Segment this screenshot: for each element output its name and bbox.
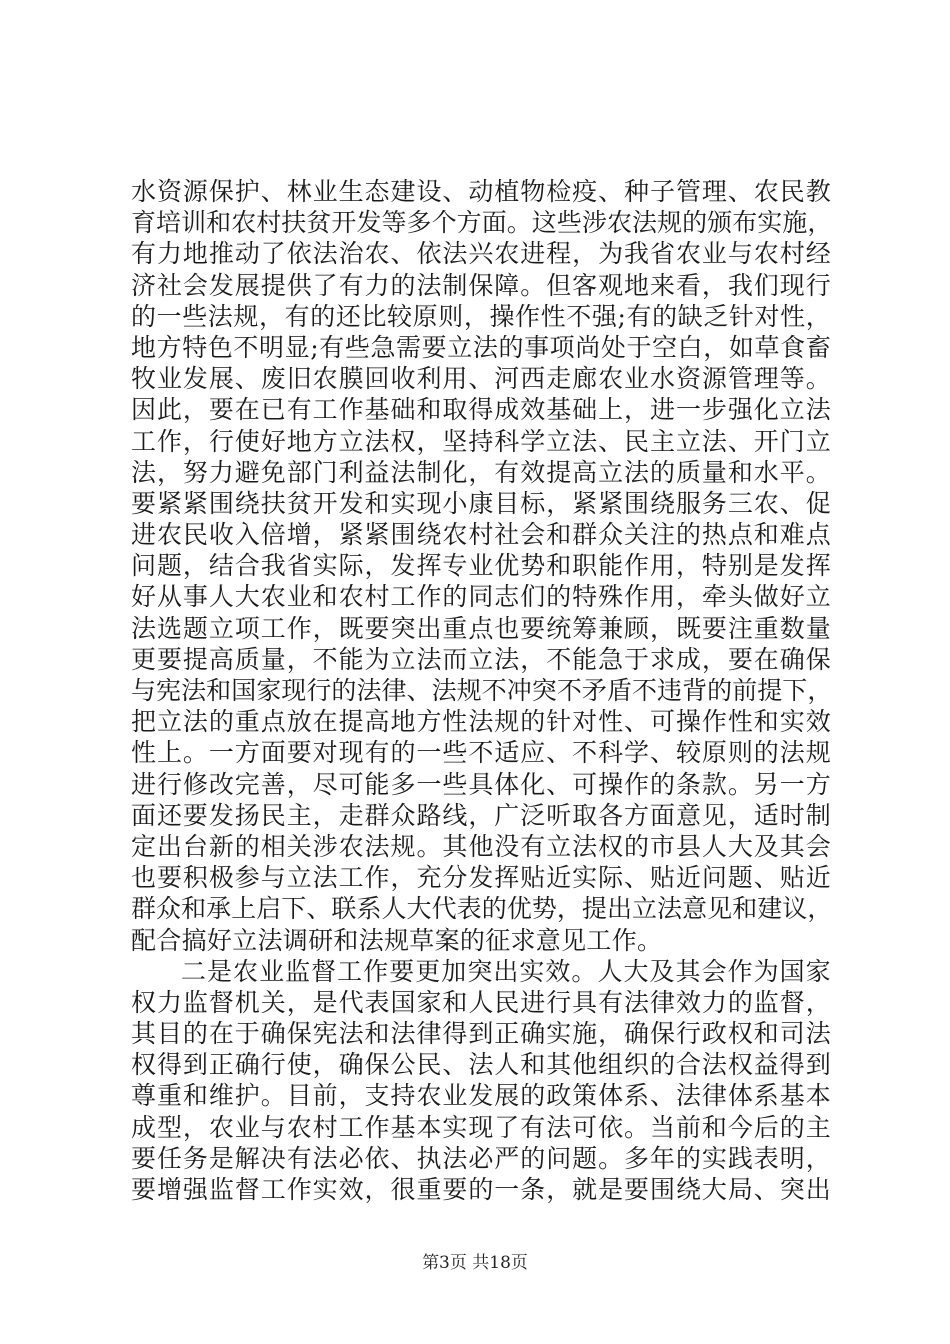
paragraph-2 — [131, 956, 831, 1206]
page-footer — [0, 1248, 950, 1273]
text-line: 群众和承上启下、联系人大代表的优势，提出立法意见和建议， — [131, 894, 833, 924]
text-line: 把立法的重点放在提高地方性法规的针对性、可操作性和实效 — [131, 707, 831, 737]
text-line: 二是农业监督工作要更加突出实效。人大及其会作为国家 — [181, 956, 831, 986]
text-line: 成型，农业与农村工作基本实现了有法可依。当前和今后的主 — [131, 1112, 831, 1142]
text-line: 性上。一方面要对现有的一些不适应、不科学、较原则的法规 — [131, 738, 831, 768]
text-line: 配合搞好立法调研和法规草案的征求意见工作。 — [131, 925, 663, 955]
text-line: 要增强监督工作实效，很重要的一条，就是要围绕大局、突出 — [131, 1175, 831, 1204]
text-line: 有力地推动了依法治农、依法兴农进程，为我省农业与农村经 — [131, 239, 831, 269]
text-line: 好从事人大农业和农村工作的同志们的特殊作用，牵头做好立 — [131, 582, 831, 612]
text-line: 法，努力避免部门利益法制化，有效提高立法的质量和水平。 — [131, 457, 831, 487]
paragraph-1 — [131, 176, 831, 956]
text-line: 定出台新的相关涉农法规。其他没有立法权的市县人大及其会 — [131, 831, 831, 861]
text-line: 进行修改完善，尽可能多一些具体化、可操作的条款。另一方 — [131, 769, 831, 799]
text-line: 育培训和农村扶贫开发等多个方面。这些涉农法规的颁布实施， — [131, 208, 833, 238]
text-line: 因此，要在已有工作基础和取得成效基础上，进一步强化立法 — [131, 395, 831, 425]
text-line: 权得到正确行使，确保公民、法人和其他组织的合法权益得到 — [131, 1050, 831, 1080]
text-line: 济社会发展提供了有力的法制保障。但客观地来看，我们现行 — [131, 270, 831, 300]
text-line: 水资源保护、林业生态建设、动植物检疫、种子管理、农民教 — [131, 177, 831, 206]
text-line: 面还要发扬民主，走群众路线，广泛听取各方面意见，适时制 — [131, 800, 831, 830]
text-line: 要任务是解决有法必依、执法必严的问题。多年的实践表明， — [131, 1143, 831, 1173]
text-line: 法选题立项工作，既要突出重点也要统筹兼顾，既要注重数量 — [131, 613, 831, 643]
page-number-label: 第3页 共18页 — [422, 1253, 528, 1273]
text-line: 与宪法和国家现行的法律、法规不冲突不矛盾不违背的前提下， — [131, 676, 833, 705]
text-line: 进农民收入倍增，紧紧围绕农村社会和群众关注的热点和难点 — [131, 520, 831, 550]
text-line: 其目的在于确保宪法和法律得到正确实施，确保行政权和司法 — [131, 1019, 831, 1049]
text-line: 也要积极参与立法工作，充分发挥贴近实际、贴近问题、贴近 — [131, 863, 831, 893]
text-line: 工作，行使好地方立法权，坚持科学立法、民主立法、开门立 — [131, 426, 831, 456]
text-line: 的一些法规，有的还比较原则，操作性不强;有的缺乏针对性， — [131, 301, 831, 331]
text-line: 牧业发展、废旧农膜回收利用、河西走廊农业水资源管理等。 — [131, 364, 831, 394]
text-line: 问题，结合我省实际，发挥专业优势和职能作用，特别是发挥 — [131, 551, 831, 581]
text-line: 权力监督机关，是代表国家和人民进行具有法律效力的监督， — [131, 987, 831, 1017]
text-line: 尊重和维护。目前，支持农业发展的政策体系、法律体系基本 — [131, 1081, 831, 1111]
text-line: 地方特色不明显;有些急需要立法的事项尚处于空白，如草食畜 — [131, 332, 831, 362]
text-line: 更要提高质量，不能为立法而立法，不能急于求成，要在确保 — [131, 644, 831, 674]
text-line: 要紧紧围绕扶贫开发和实现小康目标，紧紧围绕服务三农、促 — [131, 488, 831, 518]
body-text — [131, 176, 831, 1205]
